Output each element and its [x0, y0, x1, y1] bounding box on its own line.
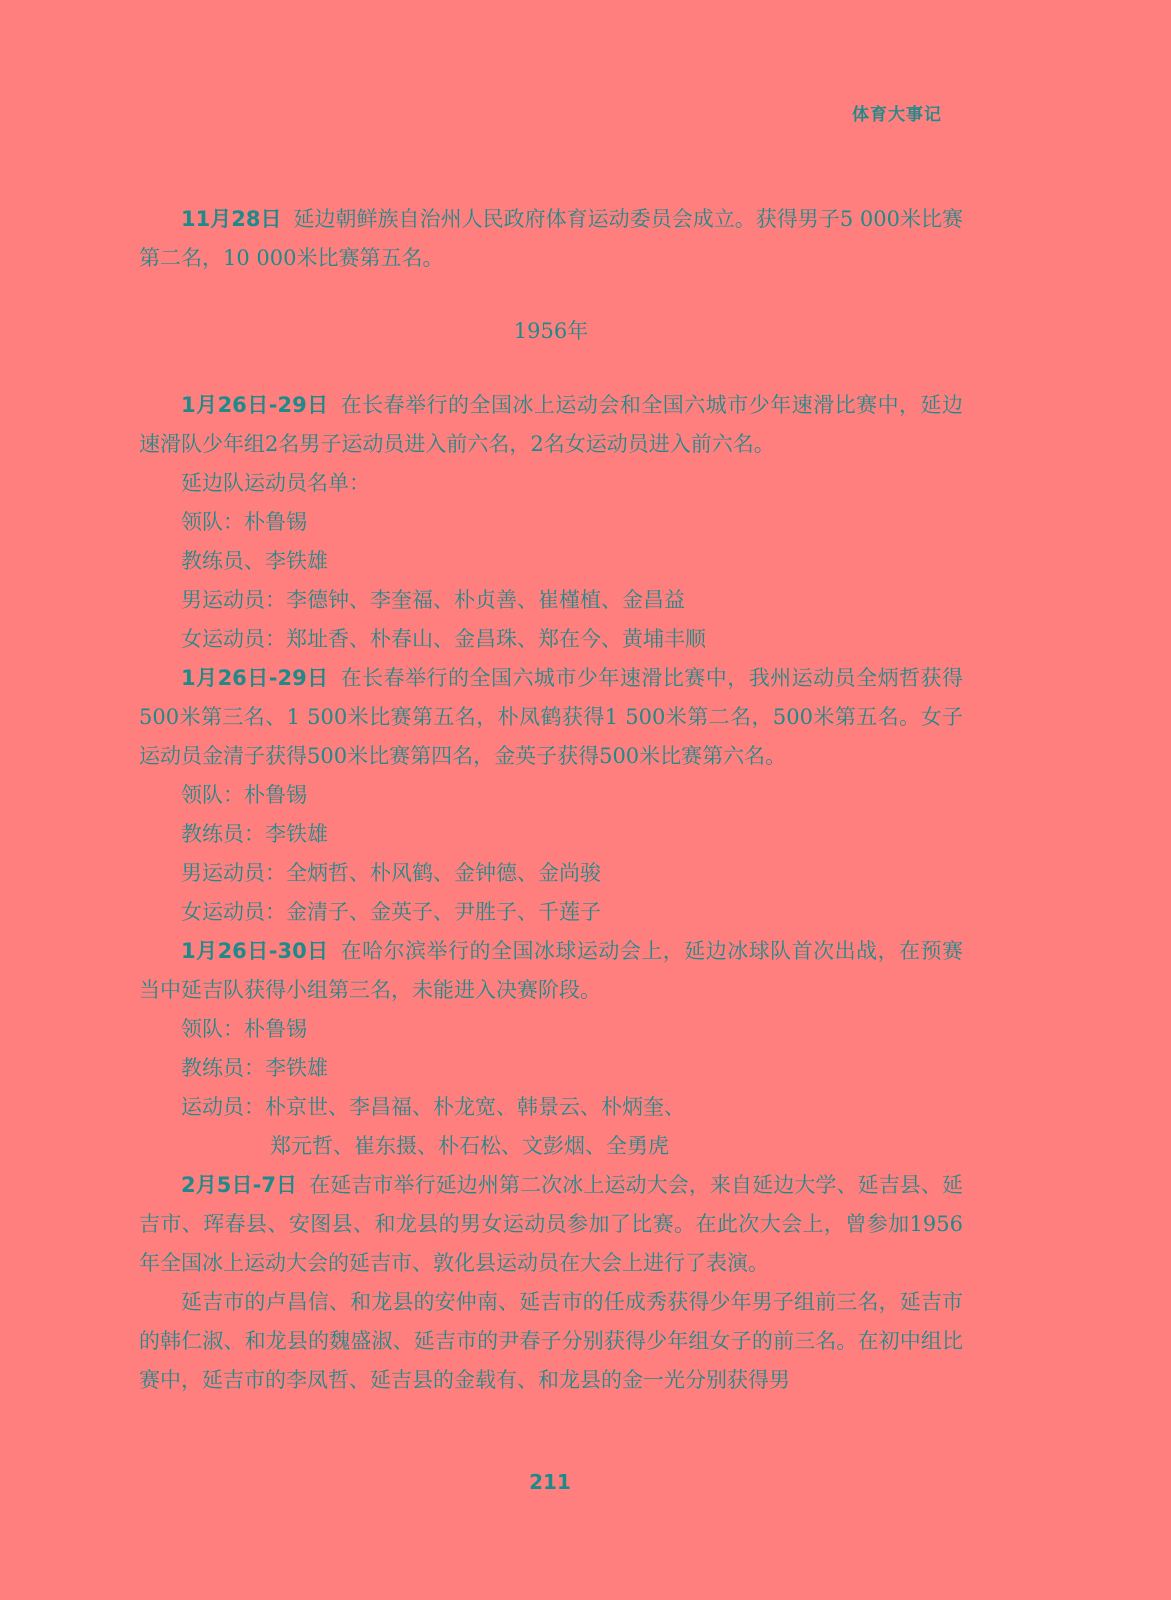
entry-date: 1月26日-29日: [181, 393, 329, 417]
entry-feb-5-7: [139, 1166, 963, 1283]
entry-date: 2月5日-7日: [181, 1173, 298, 1197]
entry-text: 在长春举行的全国冰上运动会和全国六城市少年速滑比赛中，延边速滑队少年组2名男子运动员进入前六名，2名女运动员进入前六名。: [139, 393, 963, 456]
roster-line: 延边队运动员名单：: [181, 471, 370, 495]
running-header: 体育大事记: [852, 105, 942, 125]
entry-jan-26-29-b: [139, 659, 963, 776]
entry-nov-28: [139, 200, 963, 278]
roster-line: 领队：朴鲁锡: [181, 1017, 307, 1041]
entry-date: 1月26日-30日: [181, 939, 329, 963]
roster-line: 领队：朴鲁锡: [181, 510, 307, 534]
roster-line: 女运动员：郑址香、朴春山、金昌珠、郑在今、黄埔丰顺: [181, 627, 706, 651]
roster-line: 男运动员：全炳哲、朴风鹤、金钟德、金尚骏: [181, 861, 601, 885]
entry-jan-26-29-a: [139, 386, 963, 464]
entry-feb-5-7-results: 延吉市的卢昌信、和龙县的安仲南、延吉市的任成秀获得少年男子组前三名，延吉市的韩仁淑、和龙县的魏盛淑、延吉市的尹春子分别获得少年组女子的前三名。在初中组比赛中，延吉市的李凤哲、延吉县的金载有、和龙县的金一光分别获得男: [139, 1290, 963, 1392]
entry-text: 在长春举行的全国六城市少年速滑比赛中，我州运动员全炳哲获得500米第三名、1 500米比赛第五名，朴凤鹤获得1 500米第二名，500米第五名。女子运动员金清子获得500米比赛第四名，金英子获得500米比赛第六名。: [139, 666, 963, 768]
page-number: 211: [529, 1470, 571, 1494]
roster-line: 女运动员：金清子、金英子、尹胜子、千莲子: [181, 900, 601, 924]
entry-text: 在延吉市举行延边州第二次冰上运动大会，来自延边大学、延吉县、延吉市、珲春县、安图县、和龙县的男女运动员参加了比赛。在此次大会上，曾参加1956年全国冰上运动大会的延吉市、敦化县运动员在大会上进行了表演。: [139, 1173, 963, 1275]
page-content: [139, 200, 963, 1400]
entry-date: 1月26日-29日: [181, 666, 329, 690]
year-heading: 1956年: [513, 319, 589, 343]
entry-jan-26-30: [139, 932, 963, 1010]
entry-date: 11月28日: [181, 207, 282, 231]
roster-line: 教练员：李铁雄: [181, 1056, 328, 1080]
roster-line: 男运动员：李德钟、李奎福、朴贞善、崔槿植、金昌益: [181, 588, 685, 612]
roster-line: 领队：朴鲁锡: [181, 783, 307, 807]
roster-line: 教练员、李铁雄: [181, 549, 328, 573]
roster-line: 运动员：朴京世、李昌福、朴龙宽、韩景云、朴炳奎、: [181, 1095, 685, 1119]
roster-line: 教练员：李铁雄: [181, 822, 328, 846]
roster-line-continuation: 郑元哲、崔东摄、朴石松、文彭烟、全勇虎: [270, 1134, 669, 1158]
entry-text: 在哈尔滨举行的全国冰球运动会上，延边冰球队首次出战，在预赛当中延吉队获得小组第三名，未能进入决赛阶段。: [139, 939, 963, 1002]
entry-text: 延边朝鲜族自治州人民政府体育运动委员会成立。获得男子5 000米比赛第二名，10 000米比赛第五名。: [139, 207, 963, 270]
